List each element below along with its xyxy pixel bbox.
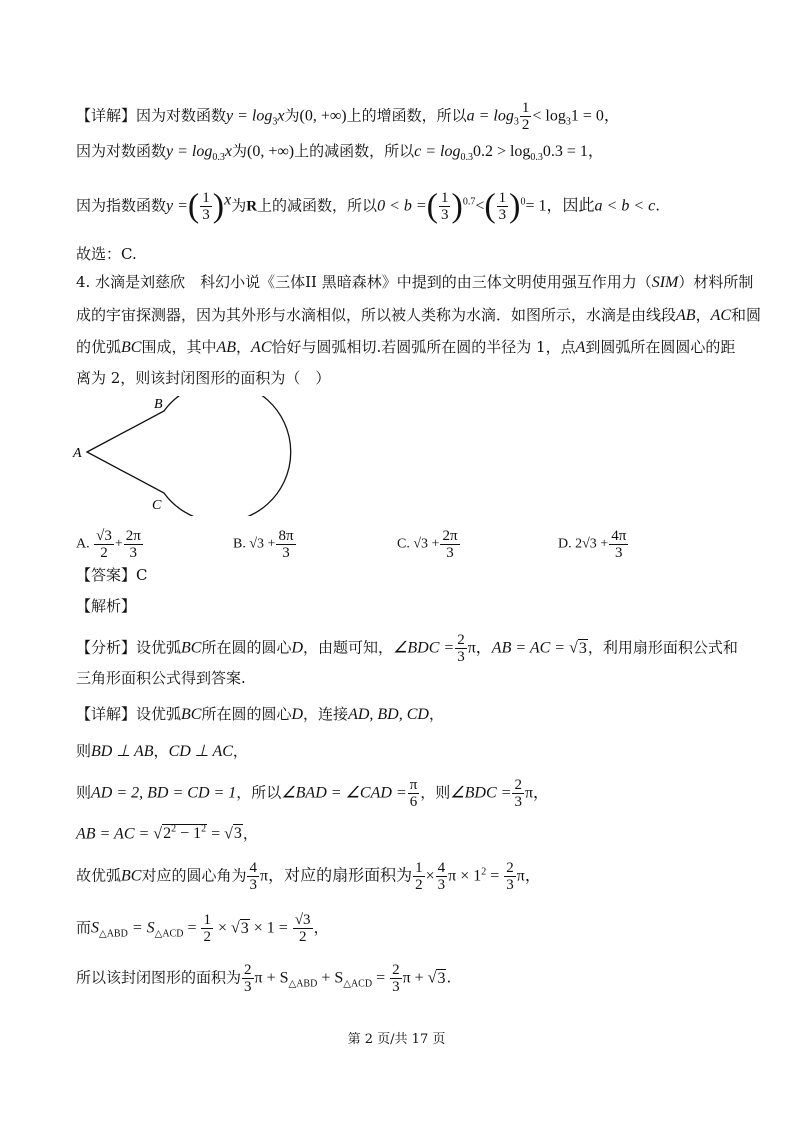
math-exp: 0 <box>520 196 526 208</box>
label-B: B <box>154 397 163 412</box>
text-line-1 <box>76 100 620 133</box>
text: 为 <box>231 196 247 215</box>
step-6: 所以该封闭图形的面积为 $\frac{2}{3}$ $\pi + S_{\triangle ABD} + S_{\triangle ACD}$ = $\frac{2}{3}$ π + √3. <box>76 962 452 995</box>
text: ，所以 <box>236 783 282 802</box>
math-var: SIM <box>651 274 679 291</box>
text: ，由题可知， <box>303 638 394 657</box>
text: 因为对数函数 <box>76 142 167 160</box>
text: π，对应的扇形面积为 <box>259 867 413 885</box>
math-eq: ∠BAD = ∠CAD = <box>281 784 407 802</box>
text: 所在圆的圆心 <box>201 705 292 723</box>
text: 因为指数函数 <box>76 196 167 215</box>
text: 为 <box>231 142 247 160</box>
text: √3 + <box>249 536 276 552</box>
math-eq: AB = AC = <box>76 825 154 843</box>
math-eq: + S <box>317 969 344 987</box>
math-var: D <box>291 706 304 723</box>
math-domain: (0, +∞) <box>246 143 295 160</box>
text: . <box>655 196 661 215</box>
fraction: $\frac{1}{2}$ <box>203 912 211 945</box>
fraction: $\frac{1}{2}$ <box>521 100 530 133</box>
text: ，连接 <box>303 705 349 723</box>
math-var: A <box>575 339 586 356</box>
math-var: AC <box>251 339 272 356</box>
text: ， <box>232 742 248 760</box>
fraction: $\frac{8\pi}{3}$ <box>278 528 294 561</box>
math-eq: AB = AC = <box>491 639 570 657</box>
math-eq: 1 = 0， <box>570 107 620 125</box>
option-b[interactable] <box>233 528 297 561</box>
math-eq: π + <box>402 969 428 987</box>
fraction: $\frac{2\pi}{3}$ <box>125 528 141 561</box>
math-op: < <box>475 197 485 215</box>
math-eq: 0.3 = 1， <box>542 143 604 160</box>
text: ， <box>428 705 444 723</box>
fraction: $\frac{2}{3}$ <box>506 860 514 893</box>
math-eq: = 1，因此 <box>525 197 595 215</box>
step-1 <box>76 741 248 762</box>
math-var: BC <box>121 339 142 356</box>
label-A: A <box>73 446 82 461</box>
question-4-line-2 <box>76 305 761 326</box>
label-C: C <box>152 498 162 513</box>
step-2 <box>76 777 549 810</box>
math-sqrt: 3 <box>240 919 249 937</box>
math-eq: c = log <box>414 143 461 160</box>
fraction: $\frac{2}{3}$ <box>457 632 465 665</box>
fraction: $\frac{4}{3}$ <box>249 860 257 893</box>
math-var: AB <box>216 339 237 356</box>
text: 恰好与圆弧相切.若圆弧所在圆的半径为 1，点 <box>271 338 576 356</box>
text: 上的增函数，所以 <box>346 106 467 125</box>
math-eq: π， <box>524 784 550 802</box>
math-set: R <box>246 198 258 215</box>
math-var: BC <box>121 867 142 885</box>
fraction: $\frac{√3}{2}$ <box>294 912 311 945</box>
text: + <box>114 536 123 552</box>
math-fn: y = <box>166 197 188 215</box>
text: 则 <box>76 742 92 760</box>
text-line-4: 故选：C. <box>76 245 137 263</box>
text: ， <box>313 918 329 937</box>
math-sqrt: 3 <box>578 639 587 657</box>
math-var: D <box>291 639 304 657</box>
math-sub: 0.3 <box>212 152 225 163</box>
step-5: 而$S_{\triangle ABD} = S_{\triangle ACD}$ = $\frac{1}{2}$ × √3 × 1 = $\frac{√3}{2}$ ， <box>76 912 329 945</box>
option-label: A. <box>76 536 90 552</box>
math-sqrt: 3 <box>233 825 242 843</box>
fraction: $\frac{2}{3}$ <box>392 962 400 995</box>
math-sub: △ACD <box>343 978 373 990</box>
drop-outline <box>87 396 291 516</box>
math-eq: BD ⊥ AB <box>91 743 154 760</box>
math-sub: 3 <box>565 116 571 128</box>
math-eq: < log <box>532 107 566 125</box>
text: 2√3 + <box>575 536 609 552</box>
math-sub: △ABD <box>99 928 128 940</box>
math-var: BC <box>181 639 202 657</box>
step-3: AB = AC = $√2^2 - 1^2 = √3$， <box>76 824 258 843</box>
text: ， <box>236 338 252 356</box>
math-exp: 0.7 <box>462 196 476 208</box>
fraction: $\frac{1}{2}$ <box>415 860 423 893</box>
question-4-line-1 <box>76 272 753 293</box>
question-4-line-3 <box>76 337 735 358</box>
option-label: D. <box>558 536 572 552</box>
xiangjie-line-1 <box>76 704 444 725</box>
text: 所在圆的圆心 <box>201 638 292 657</box>
fraction: $\frac{4}{3}$ <box>437 860 446 893</box>
math-exp: x <box>224 191 232 209</box>
water-drop-figure <box>66 396 306 516</box>
math-sub: 3 <box>272 116 278 128</box>
text: ）材料所制 <box>678 273 754 291</box>
math-eq: AD = 2, BD = CD = 1 <box>91 784 237 802</box>
math-var: x <box>277 107 285 125</box>
math-eq: ∠BDC = <box>450 784 512 802</box>
math-var: AB <box>676 307 696 324</box>
math-eq: π， <box>516 867 541 885</box>
text-line-2 <box>76 141 604 168</box>
analysis-label: 【解析】 <box>76 597 137 615</box>
math-eq: π， <box>467 639 492 657</box>
math-op: = <box>372 969 390 987</box>
math-fn: y = log <box>226 107 273 125</box>
math-sub: △ABD <box>288 978 318 990</box>
math-eq: CD ⊥ AC <box>168 743 233 760</box>
text: ， <box>695 306 711 324</box>
text: 而 <box>76 918 92 937</box>
fraction: $\frac{4\pi}{3}$ <box>611 528 627 561</box>
text: 为 <box>284 106 300 125</box>
label-detail: 【详解】因为对数函数 <box>76 106 227 125</box>
text: 则 <box>76 783 92 802</box>
text: ， <box>153 742 169 760</box>
math-op: = <box>486 867 504 885</box>
math-eq: = <box>207 825 225 843</box>
math-fn: y = log <box>166 143 213 160</box>
text: 对应的圆心角为 <box>141 866 247 885</box>
text: ，则 <box>420 783 451 802</box>
option-label: B. <box>233 536 246 552</box>
math-eq: a = log <box>466 107 514 125</box>
math-sub: 0.3 <box>460 152 473 163</box>
math-eq: = S <box>127 919 155 937</box>
text: 故优弧 <box>76 866 122 885</box>
text: 围成，其中 <box>141 338 217 356</box>
math-op: = <box>183 919 201 937</box>
fraction: $\frac{√3}{2}$ <box>96 528 112 561</box>
option-d[interactable] <box>558 528 629 561</box>
math-eq: 0.2 > log <box>472 143 531 160</box>
fraction: $\frac{1}{3}$ <box>498 190 507 223</box>
page-footer: 第 2 页/共 17 页 <box>347 1032 446 1047</box>
math-eq: 0 < b = <box>377 197 427 215</box>
fraction: $\frac{2\pi}{3}$ <box>442 528 458 561</box>
math-sub: 3 <box>513 116 519 128</box>
text: ，利用扇形面积公式和 <box>587 638 738 657</box>
text: 上的减函数，所以 <box>294 142 415 160</box>
math-eq: π × 1 <box>448 867 482 885</box>
math-eq: a < b < c <box>594 197 656 215</box>
answer-line: 【答案】C <box>76 566 148 584</box>
fraction: $\frac{\pi}{6}$ <box>409 777 418 810</box>
question-4-line-4: 离为 2，则该封闭图形的面积为（ ） <box>76 369 331 387</box>
fenxi-line-2: 三角形面积公式得到答案. <box>76 669 246 687</box>
math-eq: ∠BDC = <box>393 639 455 657</box>
step-4 <box>76 860 541 893</box>
option-a[interactable] <box>76 528 144 561</box>
text: ， <box>242 824 258 843</box>
option-c[interactable] <box>397 528 461 561</box>
math-eq: π + S <box>254 969 289 987</box>
text: 【分析】设优弧 <box>76 638 182 657</box>
text: 和圆 <box>731 306 762 324</box>
fenxi-line-1: 【分析】设优弧BC所在圆的圆心D，由题可知，∠BDC = $\frac{2}{3}$ π，AB = AC = √3，利用扇形面积公式和 <box>76 632 738 665</box>
option-label: C. <box>397 536 410 552</box>
fraction: $\frac{2}{3}$ <box>514 777 522 810</box>
math-var: AC <box>710 307 732 324</box>
text: 到圆弧所在圆圆心的距 <box>585 338 736 356</box>
text: 上的减函数，所以 <box>257 196 378 215</box>
math-op: × <box>425 867 435 885</box>
fraction: $\frac{1}{3}$ <box>440 190 449 223</box>
math-sub: 0.3 <box>530 152 543 163</box>
math-domain: (0, +∞) <box>299 107 347 125</box>
text: 所以该封闭图形的面积为 <box>76 968 242 987</box>
text-line-3: 因为指数函数y =( $\frac{1}{3}$ )$^x$为R上的减函数，所以0 < b =( $\frac{1}{3}$ )$^{0.7}$<( $\frac{1}{3}$ )$^0$= 1，因此a < b < c. <box>76 187 661 225</box>
text: 的优弧 <box>76 338 122 356</box>
text: √3 + <box>413 536 440 552</box>
math-var: x <box>224 143 232 160</box>
text: . <box>446 968 452 987</box>
fraction: $\frac{2}{3}$ <box>244 962 252 995</box>
text: 4. 水滴是刘慈欣 科幻小说《三体II 黑暗森林》中提到的由三体文明使用强互作用力（ <box>76 273 652 291</box>
math-eq: AD, BD, CD <box>348 706 429 723</box>
math-var: BC <box>181 706 202 723</box>
math-sqrt: 3 <box>437 969 446 987</box>
math-eq: × 1 = <box>249 919 292 937</box>
math-var: S <box>91 919 100 937</box>
math-sub: △ACD <box>154 928 184 940</box>
text: 成的宇宙探测器，因为其外形与水滴相似，所以被人类称为水滴．如图所示，水滴是由线段 <box>76 306 677 324</box>
math-exp: 2 <box>481 866 487 878</box>
fraction: $\frac{1}{3}$ <box>202 190 210 223</box>
text: 【详解】设优弧 <box>76 705 182 723</box>
math-sqrt: $2^2 - 1^2$ <box>163 824 207 843</box>
math-op: × <box>213 919 231 937</box>
